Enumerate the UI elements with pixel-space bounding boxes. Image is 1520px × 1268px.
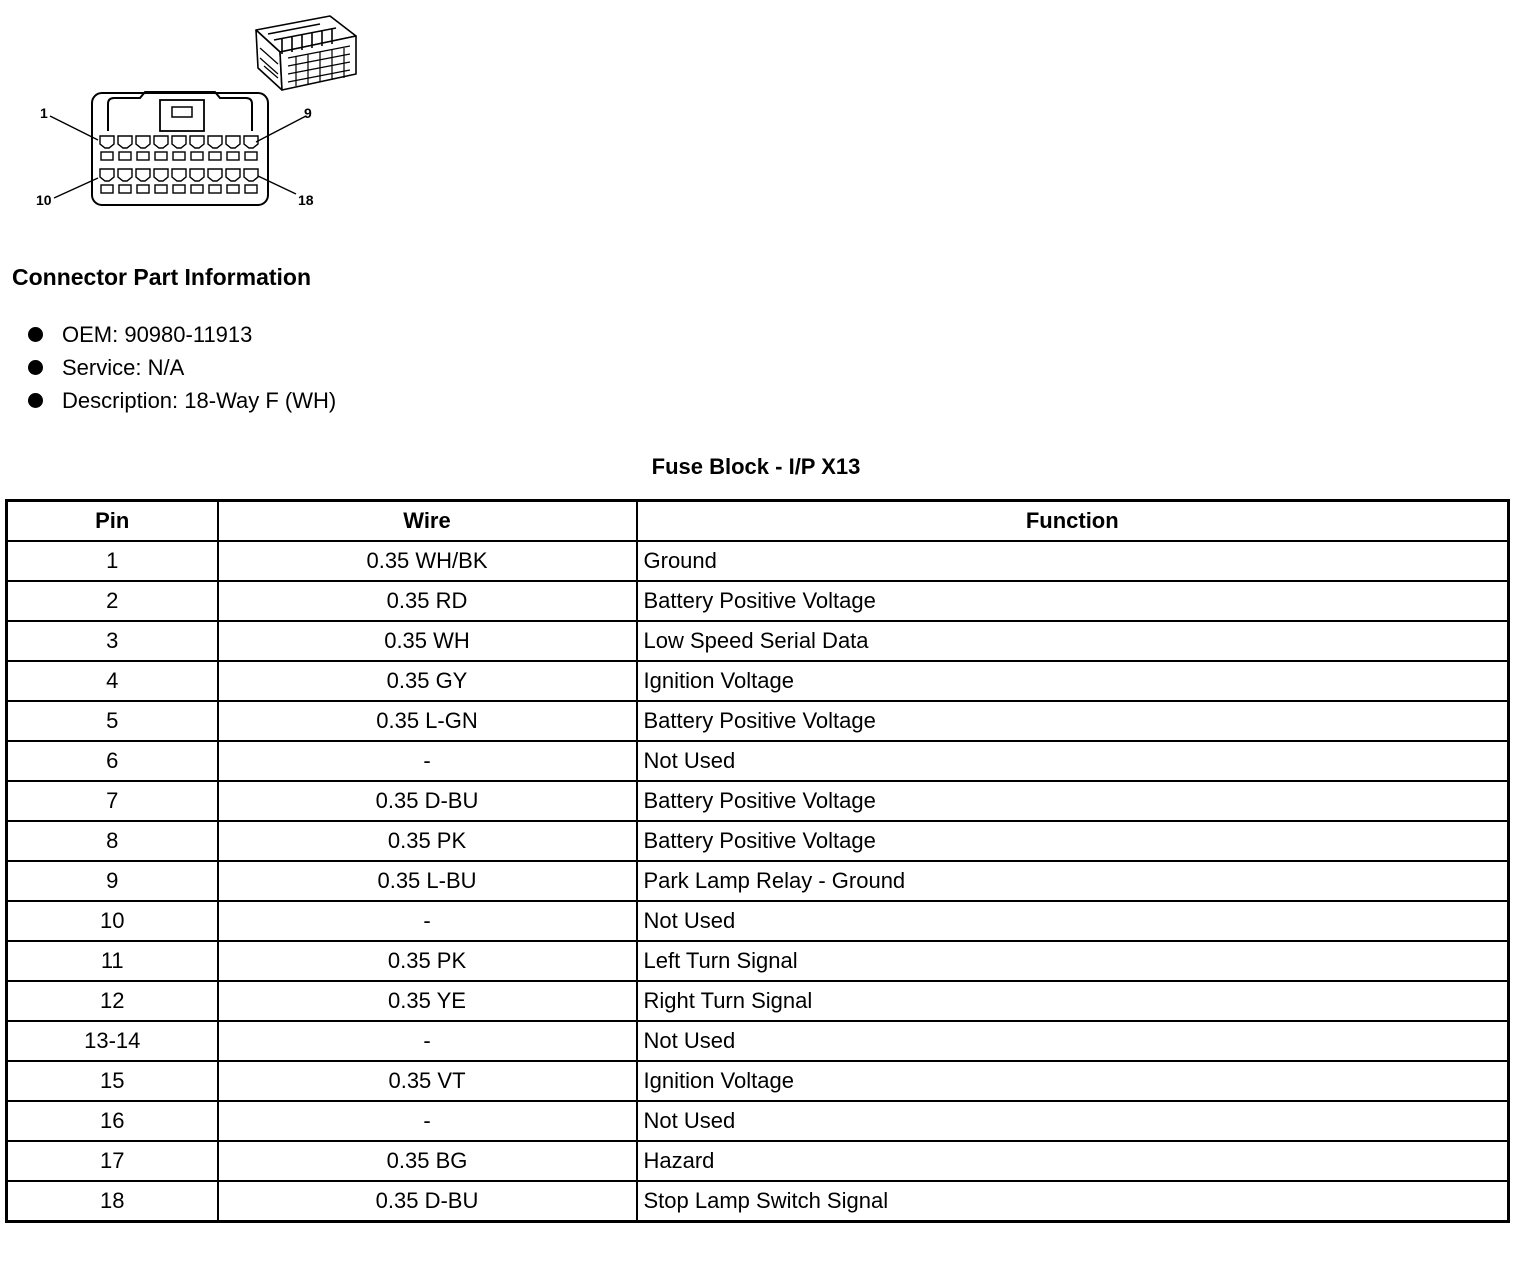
pin-lock (137, 152, 149, 160)
connector-isometric-icon (256, 16, 356, 90)
pin-cell: 2 (7, 581, 218, 621)
wire-cell: 0.35 WH/BK (218, 541, 637, 581)
pin-terminal (244, 169, 258, 181)
pin-label-18: 18 (298, 192, 314, 208)
pin-cell: 11 (7, 941, 218, 981)
pin-lock (209, 152, 221, 160)
wire-cell: 0.35 VT (218, 1061, 637, 1101)
pin-lock (155, 185, 167, 193)
function-cell: Park Lamp Relay - Ground (637, 861, 1509, 901)
function-cell: Not Used (637, 1021, 1509, 1061)
pin-cell: 18 (7, 1181, 218, 1222)
pin-terminal (172, 136, 186, 148)
service-text: Service: N/A (62, 355, 185, 380)
pin-terminal (100, 169, 114, 181)
function-cell: Battery Positive Voltage (637, 781, 1509, 821)
table-row (7, 1101, 1509, 1141)
description-item (28, 384, 336, 417)
pin-lock (119, 185, 131, 193)
pin-cell: 16 (7, 1101, 218, 1141)
pin-lock (245, 185, 257, 193)
wire-cell: 0.35 YE (218, 981, 637, 1021)
table-row (7, 981, 1509, 1021)
function-cell: Ground (637, 541, 1509, 581)
pin-cell: 4 (7, 661, 218, 701)
pin-terminal (100, 136, 114, 148)
pin-cell: 3 (7, 621, 218, 661)
bullet-icon (28, 327, 43, 342)
header-wire: Wire (218, 501, 637, 542)
wire-cell: 0.35 PK (218, 941, 637, 981)
pin-label-9: 9 (304, 105, 312, 121)
pin-cell: 7 (7, 781, 218, 821)
table-row (7, 581, 1509, 621)
oem-text: OEM: 90980-11913 (62, 322, 253, 347)
pin-cell: 10 (7, 901, 218, 941)
header-pin: Pin (7, 501, 218, 542)
oem-item (28, 318, 336, 351)
pin-label-1: 1 (40, 105, 48, 121)
pin-lock (191, 152, 203, 160)
bullet-icon (28, 360, 43, 375)
pin-cell: 9 (7, 861, 218, 901)
table-row (7, 741, 1509, 781)
wire-cell: 0.35 WH (218, 621, 637, 661)
pin-terminal (118, 136, 132, 148)
pin-lock (101, 185, 113, 193)
function-cell: Battery Positive Voltage (637, 821, 1509, 861)
pin-terminal (244, 136, 258, 148)
table-row (7, 821, 1509, 861)
pin-label-10: 10 (36, 192, 52, 208)
pin-cell: 8 (7, 821, 218, 861)
pin-cell: 6 (7, 741, 218, 781)
pin-cell: 17 (7, 1141, 218, 1181)
connector-info-list (28, 318, 336, 417)
pin-lock (137, 185, 149, 193)
wire-cell: 0.35 D-BU (218, 781, 637, 821)
table-row (7, 941, 1509, 981)
function-cell: Low Speed Serial Data (637, 621, 1509, 661)
table-row (7, 901, 1509, 941)
description-text: Description: 18-Way F (WH) (62, 388, 337, 413)
pin-lock (101, 152, 113, 160)
pin-terminal (190, 136, 204, 148)
function-cell: Ignition Voltage (637, 1061, 1509, 1101)
function-cell: Hazard (637, 1141, 1509, 1181)
table-title: Fuse Block - I/P X13 (651, 454, 861, 479)
pin-terminal (118, 169, 132, 181)
pin-terminal (226, 169, 240, 181)
connector-info-heading: Connector Part Information (12, 264, 312, 290)
wire-cell: - (218, 1101, 637, 1141)
table-row (7, 1181, 1509, 1222)
wire-cell: 0.35 PK (218, 821, 637, 861)
wire-cell: - (218, 901, 637, 941)
table-row (7, 781, 1509, 821)
wire-cell: 0.35 L-BU (218, 861, 637, 901)
pin-lock (173, 185, 185, 193)
pin-terminal (190, 169, 204, 181)
wire-cell: - (218, 741, 637, 781)
function-cell: Ignition Voltage (637, 661, 1509, 701)
pin-cell: 5 (7, 701, 218, 741)
pin-lock (173, 152, 185, 160)
wire-cell: 0.35 GY (218, 661, 637, 701)
pin-terminal (172, 169, 186, 181)
pin-terminal (154, 169, 168, 181)
function-cell: Not Used (637, 901, 1509, 941)
pin-lock (209, 185, 221, 193)
pin-terminal (136, 169, 150, 181)
pin-terminal (208, 136, 222, 148)
table-row (7, 701, 1509, 741)
pin-cell: 13-14 (7, 1021, 218, 1061)
table-row (7, 541, 1509, 581)
pin-cell: 12 (7, 981, 218, 1021)
pin-table (5, 499, 1510, 1223)
pin-terminal (226, 136, 240, 148)
pin-lock (191, 185, 203, 193)
function-cell: Battery Positive Voltage (637, 701, 1509, 741)
pin-terminal (154, 136, 168, 148)
connector-diagram (20, 8, 360, 218)
wire-cell: 0.35 L-GN (218, 701, 637, 741)
header-function: Function (637, 501, 1509, 542)
pin-lock (227, 152, 239, 160)
wire-cell: 0.35 BG (218, 1141, 637, 1181)
wire-cell: 0.35 RD (218, 581, 637, 621)
function-cell: Not Used (637, 1101, 1509, 1141)
table-row (7, 1021, 1509, 1061)
table-header-row (7, 501, 1509, 542)
table-row (7, 661, 1509, 701)
pin-cavities (100, 136, 258, 193)
pin-lock (155, 152, 167, 160)
pin-cell: 15 (7, 1061, 218, 1101)
pin-cell: 1 (7, 541, 218, 581)
pin-terminal (208, 169, 222, 181)
table-row (7, 621, 1509, 661)
function-cell: Right Turn Signal (637, 981, 1509, 1021)
pin-lock (227, 185, 239, 193)
bullet-icon (28, 393, 43, 408)
wire-cell: - (218, 1021, 637, 1061)
function-cell: Left Turn Signal (637, 941, 1509, 981)
pin-lock (119, 152, 131, 160)
service-item (28, 351, 336, 384)
function-cell: Not Used (637, 741, 1509, 781)
function-cell: Battery Positive Voltage (637, 581, 1509, 621)
table-row (7, 861, 1509, 901)
table-row (7, 1141, 1509, 1181)
pin-terminal (136, 136, 150, 148)
function-cell: Stop Lamp Switch Signal (637, 1181, 1509, 1222)
pin-lock (245, 152, 257, 160)
table-row (7, 1061, 1509, 1101)
wire-cell: 0.35 D-BU (218, 1181, 637, 1222)
